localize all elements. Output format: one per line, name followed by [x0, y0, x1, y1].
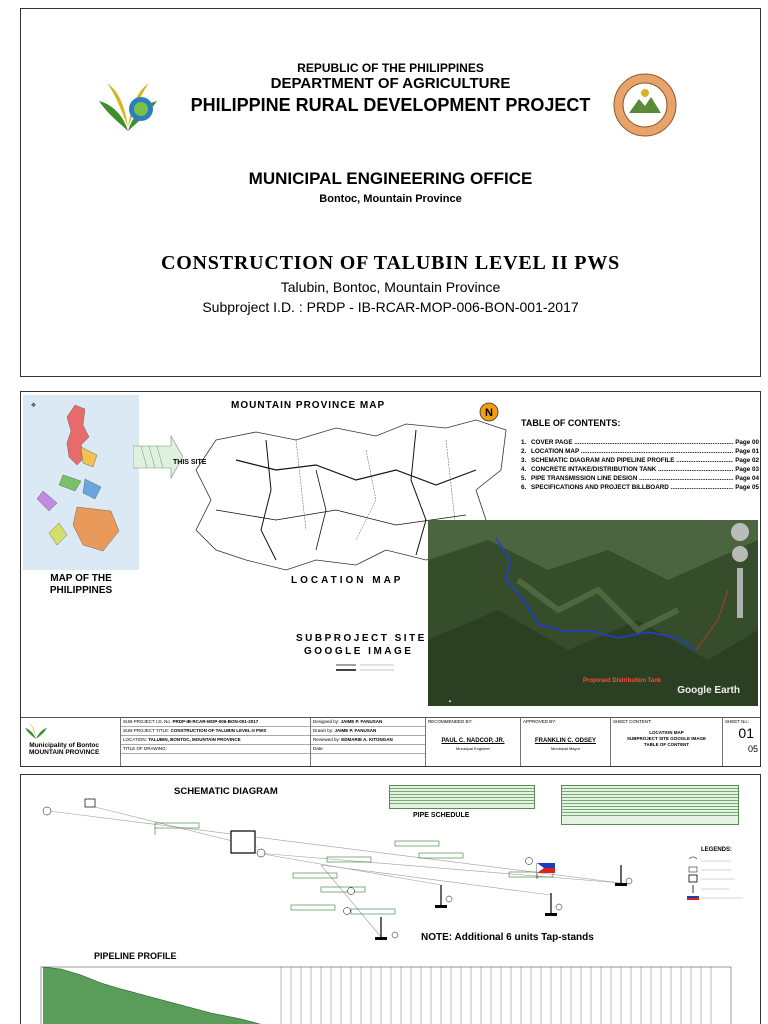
province-map-title: MOUNTAIN PROVINCE MAP	[231, 400, 386, 411]
this-site-label: THIS SITE	[173, 459, 207, 466]
toc-item: 6. SPECIFICATIONS AND PROJECT BILLBOARD ..... Page 05	[521, 483, 759, 492]
approved-cell: APPROVED BY: FRANKLIN C. ODSEY Municipal Mayor	[521, 718, 611, 767]
legends-title: LEGENDS:	[701, 847, 733, 853]
recommended-signatory: PAUL C. NADCOP, JR.	[441, 738, 505, 744]
distribution-tank	[231, 831, 255, 853]
pipe-schedule-label: PIPE SCHEDULE	[413, 812, 470, 819]
sheet-total: 05	[747, 744, 758, 754]
google-image-label-2: GOOGLE IMAGE	[304, 646, 414, 657]
intake-box	[85, 799, 95, 807]
tapstand-icon	[375, 917, 398, 940]
schematic-title: SCHEMATIC DIAGRAM	[174, 786, 278, 797]
google-image-label-1: SUBPROJECT SITE	[296, 633, 427, 644]
svg-text:▲: ▲	[448, 698, 452, 703]
cover-sheet	[20, 8, 761, 377]
satellite-image	[428, 520, 758, 706]
sheet-content-cell: SHEET CONTENT: LOCATION MAP SUBPROJECT SITE GOOGLE IMAGE TABLE OF CONTENT	[611, 718, 723, 767]
toc-item: 5. PIPE TRANSMISSION LINE DESIGN ..... Page 04	[521, 474, 759, 483]
office-heading: MUNICIPAL ENGINEERING OFFICE	[248, 169, 533, 188]
toc-item: 4. CONCRETE INTAKE/DISTRIBUTION TANK ..... Page 03	[521, 465, 759, 474]
svg-text:✥: ✥	[31, 403, 37, 409]
schematic-sheet	[20, 774, 761, 1024]
project-title: CONSTRUCTION OF TALUBIN LEVEL II PWS	[160, 252, 621, 274]
project-heading: PHILIPPINE RURAL DEVELOPMENT PROJECT	[190, 95, 591, 115]
toc-title: TABLE OF CONTENTS:	[521, 418, 621, 428]
project-location: Talubin, Bontoc, Mountain Province	[280, 279, 501, 295]
republic-heading: REPUBLIC OF THE PHILIPPINES	[297, 61, 484, 75]
tapstand-icon	[545, 893, 562, 916]
subproject-id: Subproject I.D. : PRDP - IB-RCAR-MOP-006-BON-001-2017	[202, 299, 579, 315]
table-of-contents	[521, 418, 759, 492]
sheet-number-cell: SHEET No.: 01 05	[725, 719, 758, 754]
philippines-map-label: MAP OF THE PHILIPPINES	[49, 573, 113, 596]
sheet-number: 01	[738, 725, 754, 741]
municipality-name: Municipality of Bontoc MOUNTAIN PROVINCE	[29, 742, 100, 756]
distribution-tank-label: Proposed Distribution Tank	[583, 678, 662, 684]
subproject-info-cell: SUB-PROJECT I.D. No. PRDP-IB-RCAR-MOP-006-BON-001-2017 SUB-PROJECT TITLE: CONSTRUCTION OF TALUBIN LEVEL-II PWS LOCATION: TALUBIN, BONTOC, MOUNTAIN PROVINCE TITLE OF DRAWING:	[121, 718, 311, 767]
approved-role: Municipal Mayor	[550, 746, 581, 751]
location-sheet	[20, 391, 761, 767]
svg-text:N: N	[485, 407, 493, 419]
municipal-logo-cell	[21, 718, 121, 767]
tapstand-note: NOTE: Additional 6 units Tap-stands	[421, 932, 594, 943]
water-source-node	[43, 807, 51, 815]
design-credits-cell: Designed by: JAIME P. FANUSAN Drawn by: JAIME P. FANUSAN Reviewed by: EDMARIE A. KITONGAN Date:	[311, 718, 426, 767]
google-earth-watermark: Google Earth	[677, 685, 740, 696]
title-block	[21, 717, 760, 767]
pipeline-profile-title: PIPELINE PROFILE	[94, 951, 177, 961]
approved-signatory: FRANKLIN C. ODSEY	[534, 738, 596, 744]
recommended-cell: RECOMMENDED BY: PAUL C. NADCOP, JR. Municipal Engineer	[426, 718, 521, 767]
toc-item: 1. COVER PAGE ..... Page 00	[521, 438, 759, 447]
legend-lines-icon	[336, 662, 396, 674]
prdp-logo-small-icon	[25, 722, 47, 740]
legend-symbols	[687, 857, 743, 900]
location-map-label: LOCATION MAP	[291, 575, 404, 586]
tapstand-icon	[435, 885, 452, 908]
philippines-map-shape	[23, 395, 139, 570]
pipeline-profile-chart	[41, 967, 731, 1024]
north-arrow-icon	[479, 402, 499, 422]
stations-table	[561, 785, 739, 825]
sheet-content-text: LOCATION MAP SUBPROJECT SITE GOOGLE IMAGE TABLE OF CONTENT	[626, 730, 706, 747]
philippines-map	[23, 395, 139, 570]
recommended-role: Municipal Engineer	[455, 746, 491, 751]
pipe-schedule-table	[389, 785, 535, 809]
map-legend	[336, 662, 396, 676]
department-heading: DEPARTMENT OF AGRICULTURE	[270, 75, 511, 92]
toc-item: 3. SCHEMATIC DIAGRAM AND PIPELINE PROFILE ..... Page 02	[521, 456, 759, 465]
office-location: Bontoc, Mountain Province	[319, 193, 462, 205]
toc-item: 2. LOCATION MAP ..... Page 01	[521, 447, 759, 456]
